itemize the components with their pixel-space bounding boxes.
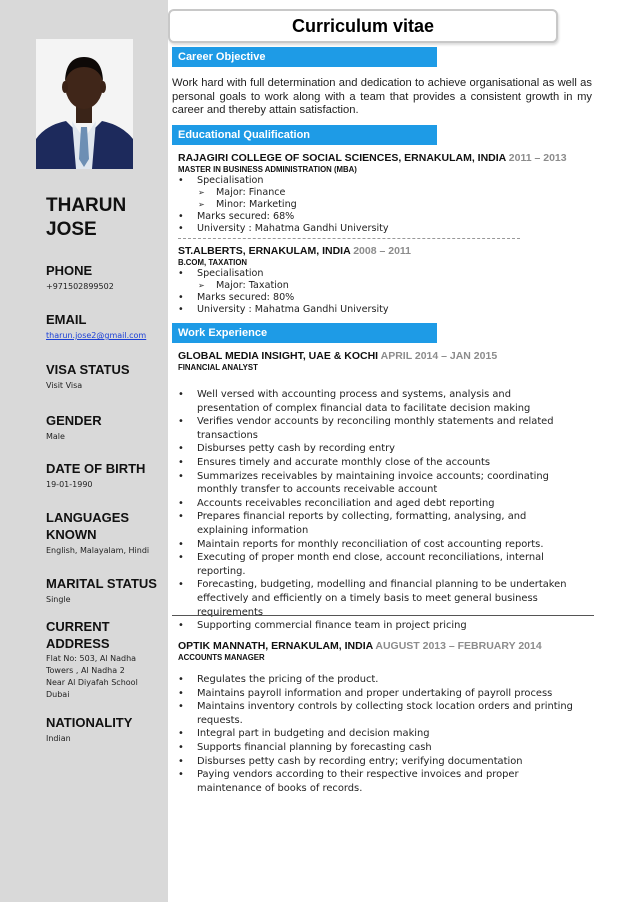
address-line: Dubai <box>46 690 70 699</box>
gender-section <box>46 412 164 443</box>
education-years: 2011 – 2013 <box>508 152 567 164</box>
list-item: • Marks secured: 68% <box>178 211 593 223</box>
list-item: • Forecasting, budgeting, modelling and financial planning to be undertaken effectively and efficiently on a timely basis to meet general business requirements <box>178 578 573 619</box>
profile-photo <box>36 39 133 169</box>
job-org <box>178 639 593 653</box>
job-org <box>178 349 593 363</box>
languages-section <box>46 509 164 557</box>
address-line: Near Al Diyafah School <box>46 678 138 687</box>
list-item: • Prepares financial reports by collecting, formatting, analysing, and explaining information <box>178 510 573 537</box>
divider <box>172 615 594 616</box>
job-role: FINANCIAL ANALYST <box>178 363 258 372</box>
education-org <box>178 151 593 165</box>
career-objective-heading: Career Objective <box>172 47 437 67</box>
dob-value: 19-01-1990 <box>46 480 93 489</box>
list-item: • Paying vendors according to their respective invoices and proper maintenance of books of records. <box>178 768 573 795</box>
email-link[interactable]: tharun.jose2@gmail.com <box>46 331 147 340</box>
address-section <box>46 618 164 701</box>
languages-value: English, Malayalam, Hindi <box>46 546 150 555</box>
list-item: • Integral part in budgeting and decision making <box>178 727 573 741</box>
nationality-section <box>46 714 164 745</box>
education-degree: MASTER IN BUSINESS ADMINISTRATION (MBA) <box>178 165 357 174</box>
job-company: OPTIK MANNATH, ERNAKULAM, INDIA <box>178 640 373 652</box>
list-item: • Supports financial planning by forecasting cash <box>178 741 573 755</box>
list-item: • University : Mahatma Gandhi University <box>178 223 593 235</box>
email-section <box>46 311 164 342</box>
visa-value: Visit Visa <box>46 381 83 390</box>
divider <box>178 238 520 239</box>
phone-label: PHONE <box>46 263 93 278</box>
address-line: Flat No: 503, Al Nadha <box>46 654 137 663</box>
list-item: • Specialisation <box>178 268 593 280</box>
job-role: ACCOUNTS MANAGER <box>178 653 265 662</box>
education-org-name: RAJAGIRI COLLEGE OF SOCIAL SCIENCES, ERNAKULAM, INDIA <box>178 152 506 164</box>
education-details <box>178 175 593 235</box>
job-duties <box>178 673 573 795</box>
job-period: AUGUST 2013 – FEBRUARY 2014 <box>375 640 542 652</box>
education-years: 2008 – 2011 <box>353 245 412 257</box>
marital-label: MARITAL STATUS <box>46 576 157 591</box>
list-item: • Disburses petty cash by recording entry; verifying documentation <box>178 755 573 769</box>
address-line: Towers , Al Nadha 2 <box>46 666 125 675</box>
list-item: • Maintains payroll information and proper undertaking of payroll process <box>178 687 573 701</box>
job-company: GLOBAL MEDIA INSIGHT, UAE & KOCHI <box>178 350 379 362</box>
list-item: ➢ Major: Finance <box>178 187 593 199</box>
list-item: • Disburses petty cash by recording entry <box>178 442 573 456</box>
list-item: ➢ Minor: Marketing <box>178 199 593 211</box>
languages-label: LANGUAGES KNOWN <box>46 510 130 542</box>
nationality-label: NATIONALITY <box>46 715 133 730</box>
list-item: • University : Mahatma Gandhi University <box>178 304 593 316</box>
address-label: CURRENT ADDRESS <box>46 619 110 651</box>
list-item: • Executing of proper month end close, account reconciliations, internal reporting. <box>178 551 573 578</box>
marital-section <box>46 575 164 606</box>
nationality-value: Indian <box>46 734 71 743</box>
phone-value: +971502899502 <box>46 282 114 291</box>
candidate-name <box>46 194 164 242</box>
list-item: • Accounts receivables reconciliation and aged debt reporting <box>178 497 573 511</box>
dob-section <box>46 460 164 491</box>
education-heading: Educational Qualification <box>172 125 437 145</box>
gender-value: Male <box>46 432 65 441</box>
name-first: THARUN <box>46 195 127 216</box>
education-item <box>178 151 593 235</box>
sidebar <box>0 0 168 902</box>
name-last: JOSE <box>46 219 97 240</box>
list-item: • Maintain reports for monthly reconciliation of cost accounting reports. <box>178 538 573 552</box>
education-item <box>178 244 593 316</box>
phone-section <box>46 262 164 293</box>
job-duties <box>178 388 573 633</box>
education-org-name: ST.ALBERTS, ERNAKULAM, INDIA <box>178 245 351 257</box>
list-item: • Ensures timely and accurate monthly close of the accounts <box>178 456 573 470</box>
visa-section <box>46 361 164 392</box>
job-item <box>178 639 593 795</box>
list-item: • Summarizes receivables by maintaining invoice accounts; coordinating monthly transfer to accounts receivable account <box>178 470 573 497</box>
gender-label: GENDER <box>46 413 102 428</box>
list-item: • Maintains inventory controls by collecting stock location orders and printing requests. <box>178 700 573 727</box>
career-objective-text: Work hard with full determination and dedication to achieve organisational as well as personal goals to work along with a team that provides a consistent growth in my career and thereby attain satisfaction. <box>172 77 592 116</box>
list-item: ➢ Major: Taxation <box>178 280 593 292</box>
dob-label: DATE OF BIRTH <box>46 461 146 476</box>
education-details <box>178 268 593 316</box>
visa-label: VISA STATUS <box>46 362 130 377</box>
job-item <box>178 349 593 633</box>
page-title: Curriculum vitae <box>291 15 435 36</box>
education-degree: B.COM, TAXATION <box>178 258 248 267</box>
list-item: • Specialisation <box>178 175 593 187</box>
title-box <box>168 9 558 43</box>
list-item: • Supporting commercial finance team in project pricing <box>178 619 573 633</box>
email-label: EMAIL <box>46 312 87 327</box>
job-period: APRIL 2014 – JAN 2015 <box>380 350 498 362</box>
education-org <box>178 244 593 258</box>
work-experience-heading: Work Experience <box>172 323 437 343</box>
list-item: • Regulates the pricing of the product. <box>178 673 573 687</box>
marital-value: Single <box>46 595 71 604</box>
list-item: • Verifies vendor accounts by reconciling monthly statements and related transactions <box>178 415 573 442</box>
list-item: • Marks secured: 80% <box>178 292 593 304</box>
list-item: • Well versed with accounting process and systems, analysis and presentation of complex financial data to facilitate decision making <box>178 388 573 415</box>
